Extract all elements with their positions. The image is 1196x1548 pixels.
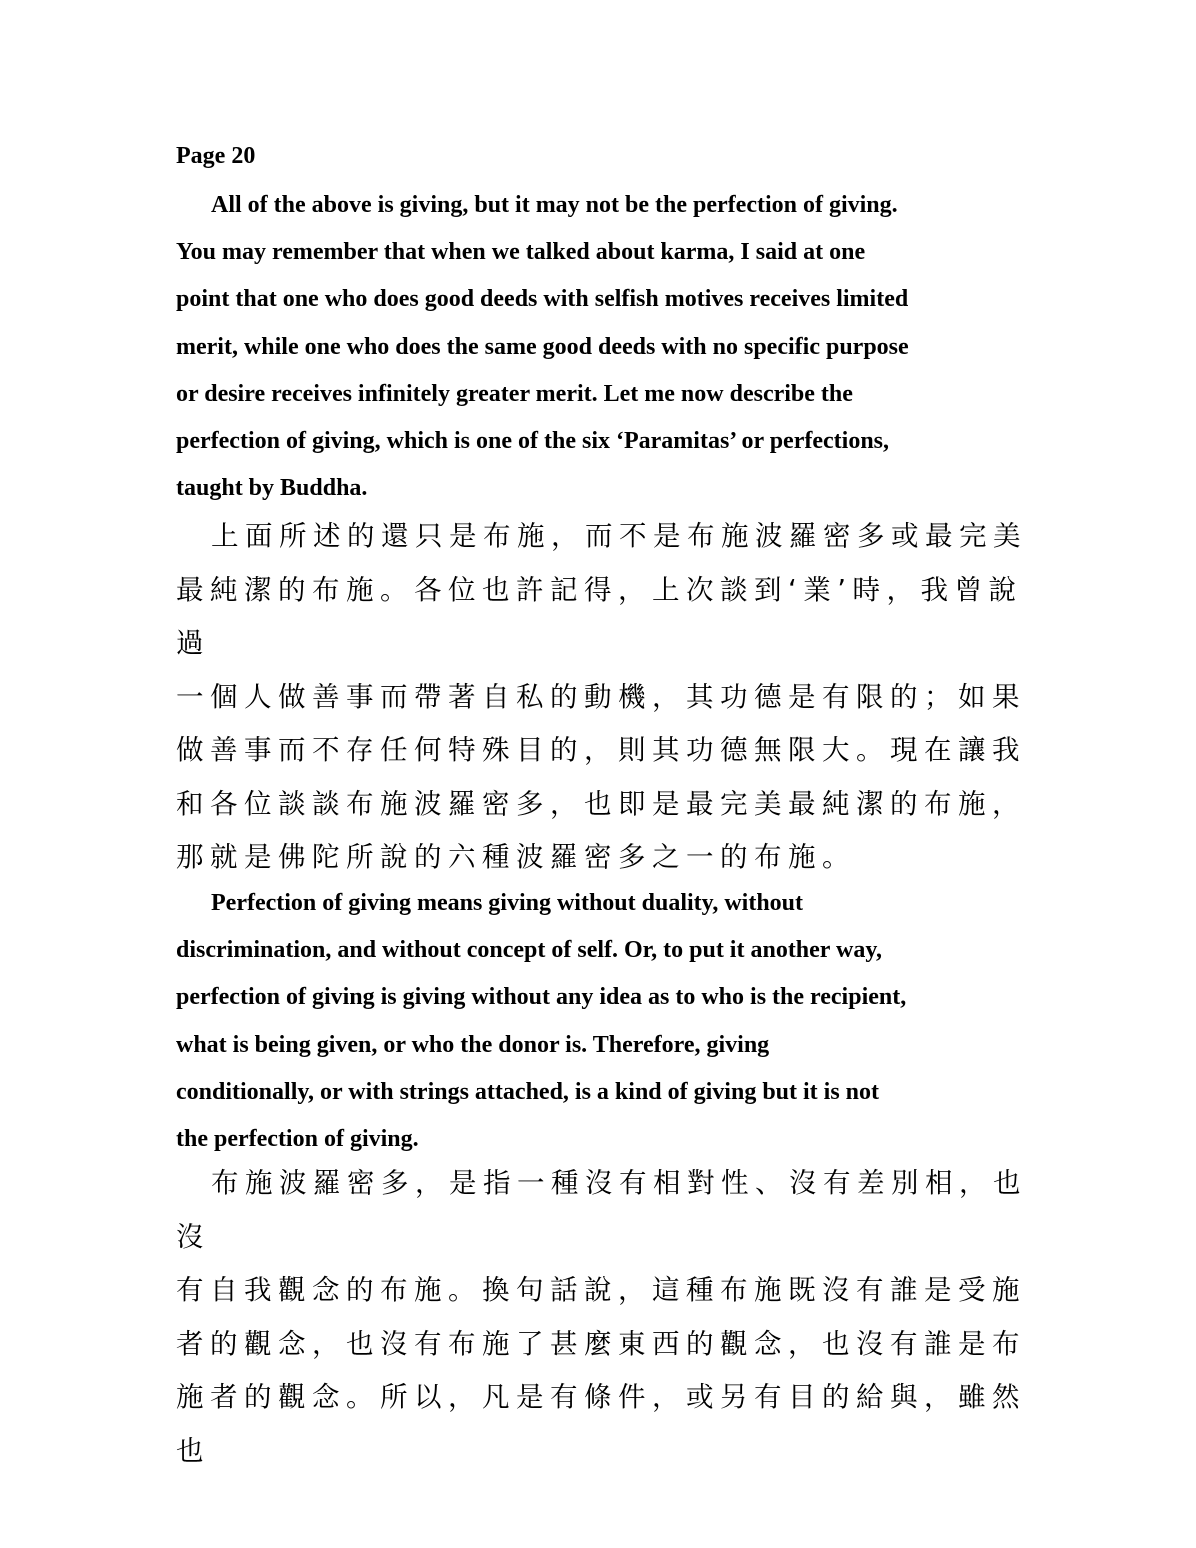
chinese-paragraph-2: 布施波羅密多，是指一種沒有相對性、沒有差別相，也沒 有自我觀念的布施。換句話說，這種布施既沒有誰是受施 者的觀念，也沒有布施了甚麼東西的觀念，也沒有誰是布 施者的觀念。所以，凡是有條件，或另有目的給與，雖然也 — [176, 1167, 1027, 1467]
chinese-paragraph-1: 上面所述的還只是布施，而不是布施波羅密多或最完美 最純潔的布施。各位也許記得，上次談到‘業’時，我曾說過 一個人做善事而帶著自私的動機，其功德是有限的；如果 做善事而不存任何特殊目的，則其功德無限大。現在讓我 和各位談談布施波羅密多，也即是最完美最純潔的布施， 那就是佛陀所說的六種波羅密多之一的布施。 — [176, 520, 1027, 873]
english-paragraph-1: All of the above is giving, but it may not be the perfection of giving. You may remember that when we talked about karma, I said at one point that one who does good deeds with selfish motives receives limited merit, while one who does the same good deeds with no specific purpose or desire receives infinitely greater merit. Let me now describe the perfection of giving, which is one of the six ‘Paramitas’ or perfections, taught by Buddha. — [176, 192, 909, 502]
english-paragraph-2: Perfection of giving means giving without duality, without discrimination, and without concept of self. Or, to put it another way, perfection of giving is giving without any idea as to who is the recipient, what is being given, or who the donor is. Therefore, giving conditionally, or with strings attached, is a kind of giving but it is not the perfection of giving. — [176, 890, 907, 1153]
page-number: Page 20 — [176, 143, 256, 169]
